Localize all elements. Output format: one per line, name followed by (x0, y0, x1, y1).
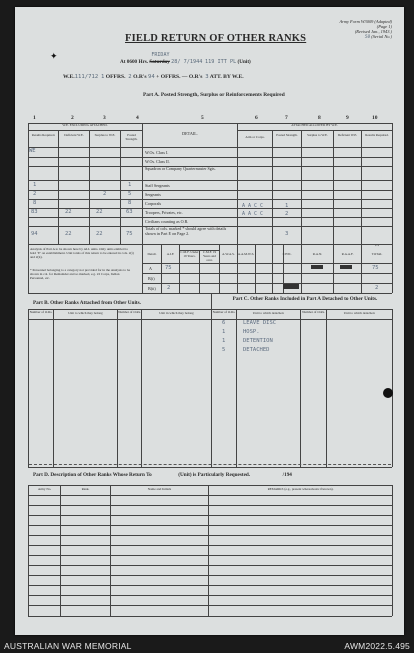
typed-value: 8 (33, 200, 37, 206)
typed-corps: A A C C (242, 211, 264, 217)
att-typed: 3 (205, 74, 209, 80)
row-wo-class-1: W.Os. Class I. (145, 150, 169, 155)
part-c-entry-number: 6 (222, 320, 226, 326)
typed-value: 5 (128, 191, 132, 197)
part-d-head-army-no: Army No. (37, 487, 52, 491)
analysis-head-total: TOTAL (371, 252, 383, 256)
col-number: 8 (318, 115, 321, 121)
part-c-entry-unit: DETACHED (243, 347, 270, 353)
col-number: 6 (255, 115, 258, 121)
analysis-row-a: A (149, 266, 152, 271)
part-c-entry-unit: LEAVE DISC (243, 320, 277, 326)
part-c-entry-unit: DETENTION (243, 338, 273, 344)
plus-offrs-label: + OFFRS. (156, 74, 181, 80)
part-b-head-number-2: Number of O.Rs. (118, 310, 141, 314)
col-number: 9 (346, 115, 349, 121)
part-d-title-end: /194 (282, 472, 292, 478)
analysis-head-aamws: A.A.M.W.S. (237, 252, 255, 256)
ors-typed: 2 (128, 74, 132, 80)
part-b-head-number: Number of O.Rs. (29, 310, 53, 314)
analysis-head-cmf-over: C.M.F. 19 Years and over. (202, 250, 217, 262)
part-c-title: Part C. Other Ranks Included in Part A Detached to Other Units. (232, 296, 378, 302)
typed-value: 63 (126, 209, 133, 215)
analysis-head-aif: A.I.F. (166, 252, 175, 256)
part-d-title-mid: (Unit) is Particularly Requested. (178, 472, 251, 478)
col-number: 5 (201, 115, 204, 121)
part-c-entry-number: 1 (222, 338, 226, 344)
blocked-cell (311, 265, 323, 269)
part-c-head-number: Number of O.Rs. (212, 310, 236, 314)
serial-line (339, 34, 392, 40)
col-number: 4 (136, 115, 139, 121)
group-left-header: W.E. EXCLUDING ATTACHED. (62, 123, 108, 127)
col-head-surplus-att: Surplus to W.E. (307, 133, 328, 137)
perforation-line (29, 464, 391, 465)
army-form-ref (339, 19, 392, 40)
typed-total-a: 75 (372, 265, 379, 271)
typed-value: 8 (128, 200, 132, 206)
col-number: 2 (71, 115, 74, 121)
serial-label: (Serial No.) (371, 34, 392, 39)
col-head-arm-corps: Arm or Corps. (245, 135, 265, 139)
part-c-entry-number: 1 (222, 329, 226, 335)
year-typed: 4 (199, 59, 203, 65)
typed-value: 2 (285, 211, 289, 217)
offrs-typed: 1 (100, 74, 105, 80)
typed-value: 1 (128, 182, 132, 188)
typed-value: 22 (96, 209, 103, 215)
blocked-cell (340, 265, 352, 269)
col-head-posted-strength-att: Posted Strength. (276, 133, 298, 137)
unit-typed: 119 ITT PL (205, 59, 237, 65)
column-numbers (15, 115, 404, 123)
we-label: W.E. (63, 74, 75, 80)
row-staff-sergeants: Staff Sergeants (145, 183, 170, 188)
typed-total: 94 (31, 231, 38, 237)
part-d-title (33, 472, 292, 478)
punch-hole (383, 388, 393, 398)
col-head-deficient: Deficient W.E. (64, 133, 84, 137)
we-line (63, 74, 244, 80)
part-b-title: Part B. Other Ranks Attached from Other Units. (33, 300, 141, 306)
typed-we: WE (29, 148, 36, 154)
dash: — (181, 74, 188, 80)
col-head-deficient-att: Deficient W.E. (337, 133, 358, 137)
part-c-head-unit: Unit to which detached. (252, 311, 285, 315)
time-date-line (120, 52, 251, 65)
analysis-head-raaf: R.A.A.F. (341, 252, 354, 256)
analysis-head-stars: * * (374, 244, 380, 248)
col-head-posted-strength: Posted Strength. (125, 133, 138, 141)
ors-label-2: O.R's (188, 74, 203, 80)
typed-corps: A A C C (242, 203, 264, 209)
form-title: FIELD RETURN OF OTHER RANKS (125, 33, 307, 44)
ors-label: O.R's (133, 74, 147, 80)
analysis-row-bii: B(ii) (148, 286, 156, 291)
row-troopers: Troopers, Privates, etc. (145, 210, 183, 215)
part-d-head-name: Name and Initials (147, 487, 172, 491)
detail-header: DETAIL. (182, 131, 198, 136)
blocked-cell (283, 284, 299, 289)
day-typed: FRIDAY (151, 52, 170, 58)
row-totals: Totals of cols. marked * should agree with details shown in Part E on Page 2. (145, 226, 227, 236)
part-a-title: Part A. Posted Strength, Surplus or Reinforcements Required (143, 92, 285, 98)
serial-typed: 50 (364, 35, 371, 40)
typed-value: 83 (31, 209, 38, 215)
typed-total-bii: 2 (375, 285, 379, 291)
col-head-surplus: Surplus to W.E. (94, 133, 116, 137)
at-label: At 0600 Hrs. (120, 59, 149, 65)
typed-aif-a: 75 (165, 265, 172, 271)
part-c-head-number-2: Number of O.Rs. (302, 310, 325, 314)
typed-b-ii: 2 (167, 285, 171, 291)
col-number: 7 (285, 115, 288, 121)
revised-date: (Revised Jan., 1943.) (354, 29, 392, 34)
col-head-results-required: Results Required. (31, 133, 56, 137)
col-number: 1 (33, 115, 36, 121)
part-d-head-rank: Rank. (81, 487, 90, 491)
part-c-head-unit-2: Unit to which detached. (343, 311, 376, 315)
col-number: 10 (372, 115, 378, 121)
col-number: 3 (103, 115, 106, 121)
typed-value: 22 (65, 209, 72, 215)
typed-total: 75 (126, 231, 133, 237)
typed-value: 1 (285, 203, 289, 209)
army-form-number: Army Form W3009 (Adapted) (339, 19, 392, 24)
we-typed: 111/712 (74, 74, 99, 80)
part-c-entry-unit: HOSP. (243, 329, 260, 335)
unit-label: (Unit) (237, 59, 251, 65)
footer-institution: AUSTRALIAN WAR MEMORIAL (4, 641, 132, 651)
analysis-note-2: * Personnel belonging to a category not provided for in the Analysis to be shown in col. for Remainder and so marked, e.g. 22 Corps, Indian Personnel, etc. (30, 268, 131, 280)
day-struck: Saturday (149, 59, 170, 65)
typed-total: 22 (65, 231, 72, 237)
typed-value: 1 (33, 182, 37, 188)
att-label: ATT. BY W.E. (209, 74, 244, 80)
part-b-head-unit: Unit to which they belong (68, 311, 103, 315)
analysis-head-awas: A.W.A.S. (222, 252, 235, 256)
analysis-head-civil: CIVIL (282, 252, 292, 256)
row-corporals: Corporals (145, 201, 162, 206)
typed-value: 2 (103, 191, 107, 197)
day-field (149, 52, 170, 65)
analysis-head-ran: R.A.N. (312, 252, 323, 256)
offrs-label: OFFRS. (105, 74, 126, 80)
typed-total: 3 (285, 231, 289, 237)
analysis-head-cmf-under: C.M.F. Under 19 Years. (180, 250, 199, 258)
footer-accession-number: AWM2022.5.495 (344, 641, 410, 651)
date-typed: 28/ 7/194 (171, 59, 200, 65)
row-sergeants: Sergeants (145, 192, 161, 197)
analysis-note: Analysis of Part A to be shown here by ALL units. Only units entitled to hold ‘E’ on establishment. Unit totals of this return to be entered in cols. 2(i) and 2(ii). (30, 247, 134, 259)
typed-total: 22 (96, 231, 103, 237)
ors2-typed: 94 (148, 74, 155, 80)
part-b-head-unit-2: Unit in which they belong (159, 311, 194, 315)
row-sqn-qm-sgts: Squadron or Company Quartermaster Sgts. (145, 166, 216, 171)
typed-value: 2 (33, 191, 37, 197)
row-civilians: Civilians counting as O.R. (145, 219, 189, 224)
part-d-title-start: Part D. Description of Other Ranks Whose Return To (33, 472, 152, 478)
page-number: (Page 1) (376, 24, 392, 29)
row-wo-class-2: W.Os. Class II. (145, 159, 170, 164)
form-sheet (15, 7, 404, 635)
group-right-header: ATTACHED ALLOWED BY W.E. (291, 123, 338, 127)
analysis-row-bi: B(i) (148, 276, 155, 281)
part-d-head-remarks: REMARKS (e.g., present whereabouts if known). (267, 487, 334, 491)
pencil-mark: ✦ (50, 51, 58, 61)
col-head-results-att: Results Required. (365, 133, 389, 137)
analysis-head-detail: Detail. (147, 252, 157, 256)
part-c-entry-number: 5 (222, 347, 226, 353)
